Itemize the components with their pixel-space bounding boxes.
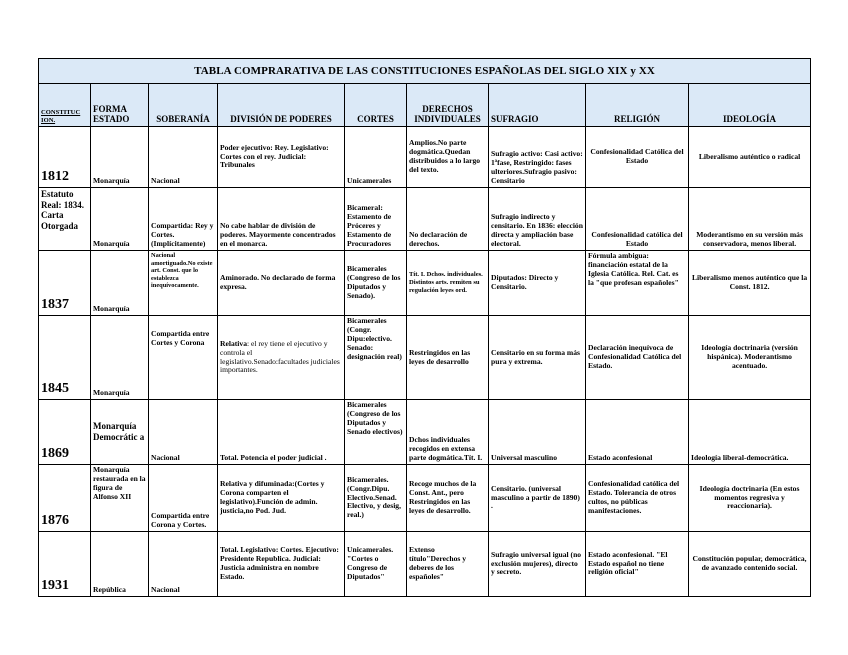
ideologia-cell: Constitución popular, democrática, de avanzado contenido social. — [689, 532, 811, 597]
division-cell: Total. Legislativo: Cortes. Ejecutivo: Presidente Republica. Judicial: Justicia administra en nombre Estado. — [218, 532, 345, 597]
soberania-cell: Nacional — [149, 532, 218, 597]
derechos-cell: Extenso título"Derechos y deberes de los españoles" — [407, 532, 489, 597]
cortes-cell: Bicamerales (Congreso de los Diputados y Senado). — [345, 251, 407, 316]
forma-cell: Monarquía — [91, 316, 149, 400]
sufragio-cell: Diputados: Directo y Censitario. — [489, 251, 586, 316]
derechos-cell: Recoge muchos de la Const. Ant., pero Restringidos en las leyes de desarrollo. — [407, 465, 489, 532]
division-cell — [218, 316, 345, 400]
comparative-table — [38, 58, 811, 597]
religion-cell: Fórmula ambigua: financiación estatal de la Iglesia Católica. Rel. Cat. es la "que profesan españoles" — [586, 251, 689, 316]
ideologia-cell: Ideología doctrinaria (versión hispánica). Moderantismo acentuado. — [689, 316, 811, 400]
year-cell: 1837 — [39, 251, 91, 316]
year-cell: Estatuto Real: 1834. Carta Otorgada — [39, 188, 91, 251]
table-row — [39, 127, 811, 188]
year-cell: 1812 — [39, 127, 91, 188]
forma-cell: Monarquía — [91, 188, 149, 251]
division-bold: Relativa — [220, 338, 247, 348]
year-cell: 1876 — [39, 465, 91, 532]
soberania-cell: Compartida entre Corona y Cortes. — [149, 465, 218, 532]
cortes-cell: Unicamerales — [345, 127, 407, 188]
soberania-cell: Compartida entre Cortes y Corona — [149, 316, 218, 400]
header-cortes: CORTES — [345, 84, 407, 127]
soberania-cell: Nacional — [149, 127, 218, 188]
cortes-cell: Bicameral: Estamento de Próceres y Estamento de Procuradores — [345, 188, 407, 251]
division-cell: Relativa y difuminada:(Cortes y Corona comparten el legislativo).Función de admin. justicia,no Pod. Jud. — [218, 465, 345, 532]
table-row — [39, 188, 811, 251]
sufragio-cell: Universal masculino — [489, 400, 586, 465]
religion-cell: Confesionalidad Católica del Estado — [586, 127, 689, 188]
cortes-cell: Bicamerales (Congr. Dipu:electivo. Senado: designación real) — [345, 316, 407, 400]
cortes-cell: Bicamerales. (Congr.Dipu. Electivo.Senad. Electivo, y desig, real.) — [345, 465, 407, 532]
forma-cell: Monarquía Democrátic a — [91, 400, 149, 465]
header-soberania: SOBERANÍA — [149, 84, 218, 127]
division-cell: No cabe hablar de división de poderes. Mayormente concentrados en el monarca. — [218, 188, 345, 251]
header-forma: FORMA ESTADO — [91, 84, 149, 127]
table-row — [39, 465, 811, 532]
title-row — [39, 59, 811, 84]
division-cell: Aminorado. No declarado de forma expresa. — [218, 251, 345, 316]
table-row — [39, 400, 811, 465]
header-constitucion: CONSTITUC ION. — [39, 84, 91, 127]
sufragio-cell: Censitario en su forma más pura y extrema. — [489, 316, 586, 400]
ideologia-cell: Liberalismo auténtico o radical — [689, 127, 811, 188]
forma-cell: Monarquía — [91, 251, 149, 316]
derechos-cell: Restringidos en las leyes de desarrollo — [407, 316, 489, 400]
derechos-cell: No declaración de derechos. — [407, 188, 489, 251]
header-division: DIVISIÓN DE PODERES — [218, 84, 345, 127]
header-sufragio: SUFRAGIO — [489, 84, 586, 127]
division-text: : el rey tiene el ejecutivo y controla el legislativo.Senado:facultades judiciales importantes. — [220, 338, 340, 375]
ideologia-cell: Moderantismo en su versión más conservadora, menos liberal. — [689, 188, 811, 251]
year-cell: 1845 — [39, 316, 91, 400]
sufragio-cell: Sufragio indirecto y censitario. En 1836: elección directa y ampliación base electoral. — [489, 188, 586, 251]
soberania-cell: Nacional amortiguado.No existe art. Const. que lo establezca inequívocamente. — [149, 251, 218, 316]
religion-cell: Confesionalidad católica del Estado — [586, 188, 689, 251]
soberania-cell: Compartida: Rey y Cortes. (Implícitamente) — [149, 188, 218, 251]
ideologia-cell: Ideología liberal-democrática. — [689, 400, 811, 465]
division-cell: Total. Potencia el poder judicial . — [218, 400, 345, 465]
derechos-cell: Tít. I. Dchos. individuales. Distintos arts. remiten su regulación leyes ord. — [407, 251, 489, 316]
religion-cell: Estado aconfesional — [586, 400, 689, 465]
religion-cell: Confesionalidad católica del Estado. Tolerancia de otros cultos, no públicas manifestaciones. — [586, 465, 689, 532]
table-row — [39, 316, 811, 400]
table-row — [39, 532, 811, 597]
derechos-cell: Dchos individuales recogidos en extensa parte dogmática.Tít. I. — [407, 400, 489, 465]
header-ideologia: IDEOLOGÍA — [689, 84, 811, 127]
sufragio-cell: Censitario. (universal masculino a partir de 1890) . — [489, 465, 586, 532]
division-cell: Poder ejecutivo: Rey. Legislativo: Cortes con el rey. Judicial: Tribunales — [218, 127, 345, 188]
forma-cell: Monarquía restaurada en la figura de Alfonso XII — [91, 465, 149, 532]
derechos-cell: Amplios.No parte dogmática.Quedan distribuidos a lo largo del texto. — [407, 127, 489, 188]
soberania-cell: Nacional — [149, 400, 218, 465]
forma-cell: República — [91, 532, 149, 597]
cortes-cell: Unicamerales. "Cortes o Congreso de Diputados" — [345, 532, 407, 597]
year-cell: 1869 — [39, 400, 91, 465]
religion-cell: Estado aconfesional. "El Estado español no tiene religión oficial" — [586, 532, 689, 597]
header-derechos: DERECHOS INDIVIDUALES — [407, 84, 489, 127]
ideologia-cell: Liberalismo menos auténtico que la Const. 1812. — [689, 251, 811, 316]
sufragio-cell: Sufragio activo: Casi activo: 1ªfase, Restringido: fases ulteriores.Sufragio pasivo: Censitario — [489, 127, 586, 188]
header-row — [39, 84, 811, 127]
forma-cell: Monarquía — [91, 127, 149, 188]
ideologia-cell: Ideología doctrinaria (En estos momentos regresiva y reaccionaria). — [689, 465, 811, 532]
cortes-cell: Bicamerales (Congreso de los Diputados y Senado electivos) — [345, 400, 407, 465]
sufragio-cell: Sufragio universal igual (no exclusión mujeres), directo y secreto. — [489, 532, 586, 597]
table-title: TABLA COMPRARATIVA DE LAS CONSTITUCIONES ESPAÑOLAS DEL SIGLO XIX y XX — [39, 59, 811, 84]
table-row — [39, 251, 811, 316]
year-cell: 1931 — [39, 532, 91, 597]
header-religion: RELIGIÓN — [586, 84, 689, 127]
religion-cell: Declaración inequívoca de Confesionalidad Católica del Estado. — [586, 316, 689, 400]
